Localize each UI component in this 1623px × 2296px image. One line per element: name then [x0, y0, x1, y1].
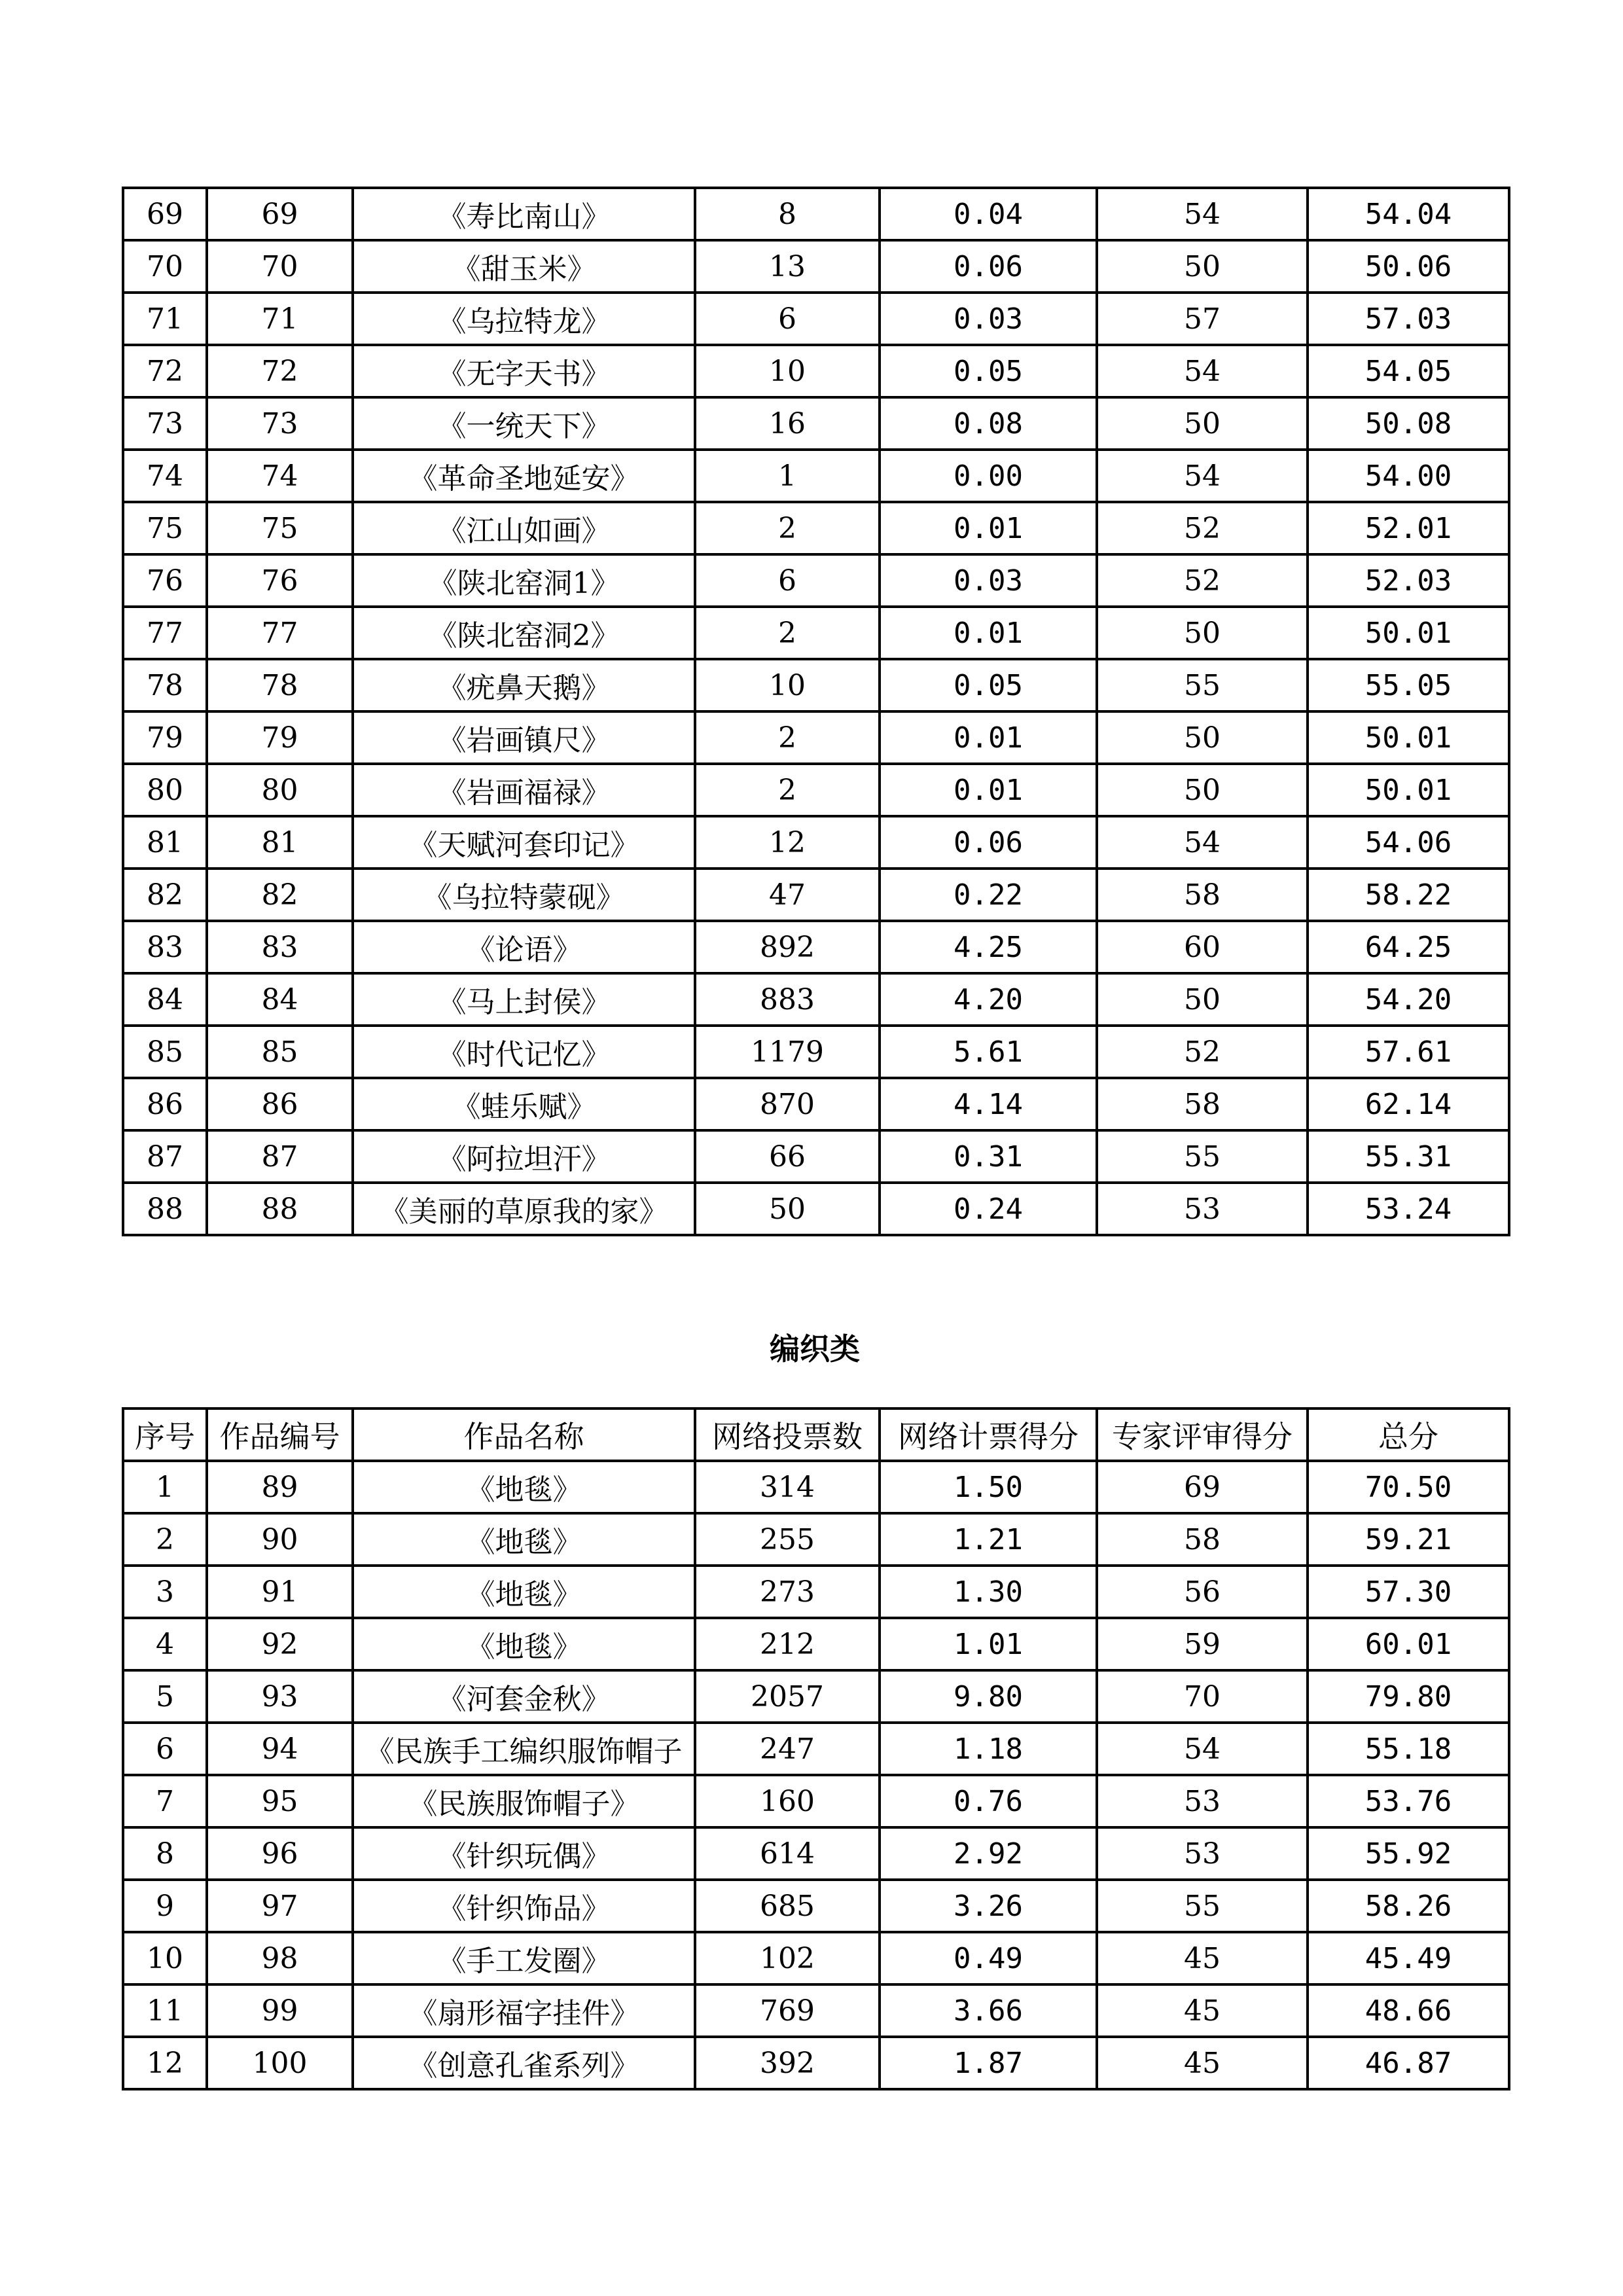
cell-vote-score: 1.18 [880, 1723, 1097, 1775]
cell-work-name: 《寿比南山》 [353, 188, 695, 240]
cell-total-score: 54.20 [1308, 973, 1509, 1026]
cell-total-score: 50.01 [1308, 764, 1509, 816]
cell-vote-score: 0.05 [880, 659, 1097, 711]
cell-vote-score: 0.01 [880, 502, 1097, 554]
cell-work-id: 96 [207, 1827, 353, 1880]
cell-index: 69 [123, 188, 207, 240]
cell-work-name: 《美丽的草原我的家》 [353, 1183, 695, 1235]
table-row [123, 554, 1509, 607]
table-row [123, 450, 1509, 502]
cell-vote-score: 0.00 [880, 450, 1097, 502]
cell-work-name: 《马上封侯》 [353, 973, 695, 1026]
cell-vote-score: 0.24 [880, 1183, 1097, 1235]
table-row [123, 397, 1509, 450]
cell-index: 9 [123, 1880, 207, 1932]
cell-work-id: 95 [207, 1775, 353, 1827]
cell-index: 8 [123, 1827, 207, 1880]
cell-work-id: 77 [207, 607, 353, 659]
scores-table-weaving-body [123, 1461, 1509, 2089]
cell-work-name: 《针织饰品》 [353, 1880, 695, 1932]
cell-expert-score: 55 [1097, 1880, 1308, 1932]
table-row [123, 345, 1509, 397]
cell-vote-score: 0.03 [880, 554, 1097, 607]
table-row [123, 1618, 1509, 1670]
cell-index: 84 [123, 973, 207, 1026]
header-vote-score: 网络计票得分 [880, 1408, 1097, 1461]
cell-work-id: 83 [207, 921, 353, 973]
cell-vote-score: 0.22 [880, 869, 1097, 921]
cell-vote-score: 0.06 [880, 816, 1097, 869]
cell-work-name: 《陕北窑洞1》 [353, 554, 695, 607]
cell-index: 5 [123, 1670, 207, 1723]
cell-index: 2 [123, 1513, 207, 1566]
cell-vote-count: 16 [695, 397, 880, 450]
table-row [123, 1183, 1509, 1235]
cell-index: 74 [123, 450, 207, 502]
cell-work-id: 78 [207, 659, 353, 711]
table-row [123, 659, 1509, 711]
cell-expert-score: 59 [1097, 1618, 1308, 1670]
cell-index: 11 [123, 1984, 207, 2037]
header-vote-count: 网络投票数 [695, 1408, 880, 1461]
cell-vote-count: 66 [695, 1130, 880, 1183]
cell-expert-score: 50 [1097, 973, 1308, 1026]
table-row [123, 764, 1509, 816]
table-row [123, 607, 1509, 659]
cell-vote-count: 685 [695, 1880, 880, 1932]
cell-total-score: 53.76 [1308, 1775, 1509, 1827]
cell-expert-score: 55 [1097, 1130, 1308, 1183]
header-row [123, 1408, 1509, 1461]
cell-total-score: 50.01 [1308, 607, 1509, 659]
cell-work-name: 《创意孔雀系列》 [353, 2037, 695, 2089]
cell-index: 77 [123, 607, 207, 659]
header-total-score: 总分 [1308, 1408, 1509, 1461]
table-row [123, 869, 1509, 921]
cell-vote-count: 212 [695, 1618, 880, 1670]
cell-vote-count: 12 [695, 816, 880, 869]
cell-total-score: 54.05 [1308, 345, 1509, 397]
cell-work-name: 《地毯》 [353, 1566, 695, 1618]
cell-total-score: 58.22 [1308, 869, 1509, 921]
cell-work-id: 80 [207, 764, 353, 816]
cell-vote-score: 1.87 [880, 2037, 1097, 2089]
cell-index: 82 [123, 869, 207, 921]
cell-expert-score: 54 [1097, 450, 1308, 502]
cell-vote-score: 4.20 [880, 973, 1097, 1026]
section-title: 编织类 [770, 1331, 860, 1367]
cell-expert-score: 53 [1097, 1827, 1308, 1880]
cell-vote-count: 2 [695, 502, 880, 554]
cell-vote-score: 1.30 [880, 1566, 1097, 1618]
cell-expert-score: 50 [1097, 240, 1308, 293]
cell-vote-score: 3.26 [880, 1880, 1097, 1932]
cell-index: 72 [123, 345, 207, 397]
table-row [123, 1026, 1509, 1078]
cell-work-id: 70 [207, 240, 353, 293]
header-index: 序号 [123, 1408, 207, 1461]
cell-expert-score: 55 [1097, 659, 1308, 711]
cell-work-name: 《民族服饰帽子》 [353, 1775, 695, 1827]
cell-work-id: 87 [207, 1130, 353, 1183]
header-expert-score: 专家评审得分 [1097, 1408, 1308, 1461]
table-row [123, 2037, 1509, 2089]
table-row [123, 1880, 1509, 1932]
cell-vote-score: 0.01 [880, 607, 1097, 659]
cell-total-score: 54.00 [1308, 450, 1509, 502]
cell-index: 1 [123, 1461, 207, 1513]
cell-vote-score: 2.92 [880, 1827, 1097, 1880]
cell-vote-count: 870 [695, 1078, 880, 1130]
cell-work-name: 《岩画镇尺》 [353, 711, 695, 764]
cell-work-id: 89 [207, 1461, 353, 1513]
cell-index: 81 [123, 816, 207, 869]
cell-index: 71 [123, 293, 207, 345]
cell-expert-score: 58 [1097, 1513, 1308, 1566]
cell-total-score: 52.01 [1308, 502, 1509, 554]
cell-vote-score: 0.03 [880, 293, 1097, 345]
cell-vote-score: 0.01 [880, 711, 1097, 764]
cell-work-name: 《阿拉坦汗》 [353, 1130, 695, 1183]
cell-work-id: 81 [207, 816, 353, 869]
cell-vote-count: 247 [695, 1723, 880, 1775]
cell-vote-count: 892 [695, 921, 880, 973]
cell-expert-score: 53 [1097, 1183, 1308, 1235]
cell-expert-score: 60 [1097, 921, 1308, 973]
cell-vote-count: 6 [695, 554, 880, 607]
scores-table-weaving [122, 1407, 1510, 2090]
cell-total-score: 59.21 [1308, 1513, 1509, 1566]
cell-vote-count: 1179 [695, 1026, 880, 1078]
cell-work-name: 《无字天书》 [353, 345, 695, 397]
table-row [123, 1566, 1509, 1618]
cell-work-name: 《扇形福字挂件》 [353, 1984, 695, 2037]
cell-vote-count: 883 [695, 973, 880, 1026]
cell-total-score: 57.61 [1308, 1026, 1509, 1078]
cell-vote-count: 2 [695, 764, 880, 816]
cell-vote-count: 314 [695, 1461, 880, 1513]
cell-work-id: 76 [207, 554, 353, 607]
table-row [123, 1670, 1509, 1723]
cell-index: 12 [123, 2037, 207, 2089]
cell-total-score: 58.26 [1308, 1880, 1509, 1932]
cell-work-id: 99 [207, 1984, 353, 2037]
table-row [123, 711, 1509, 764]
table-row [123, 921, 1509, 973]
cell-expert-score: 50 [1097, 397, 1308, 450]
cell-work-name: 《天赋河套印记》 [353, 816, 695, 869]
cell-work-name: 《地毯》 [353, 1513, 695, 1566]
cell-expert-score: 57 [1097, 293, 1308, 345]
cell-work-id: 85 [207, 1026, 353, 1078]
cell-vote-count: 255 [695, 1513, 880, 1566]
cell-total-score: 48.66 [1308, 1984, 1509, 2037]
cell-vote-score: 0.49 [880, 1932, 1097, 1984]
cell-expert-score: 58 [1097, 869, 1308, 921]
cell-vote-count: 2 [695, 711, 880, 764]
cell-work-id: 71 [207, 293, 353, 345]
cell-index: 10 [123, 1932, 207, 1984]
cell-expert-score: 54 [1097, 1723, 1308, 1775]
cell-index: 85 [123, 1026, 207, 1078]
cell-index: 80 [123, 764, 207, 816]
cell-total-score: 57.30 [1308, 1566, 1509, 1618]
cell-work-id: 91 [207, 1566, 353, 1618]
cell-total-score: 50.06 [1308, 240, 1509, 293]
cell-vote-count: 2 [695, 607, 880, 659]
cell-total-score: 54.06 [1308, 816, 1509, 869]
table-row [123, 1984, 1509, 2037]
cell-work-name: 《江山如画》 [353, 502, 695, 554]
cell-work-id: 92 [207, 1618, 353, 1670]
cell-total-score: 45.49 [1308, 1932, 1509, 1984]
cell-expert-score: 45 [1097, 1984, 1308, 2037]
cell-vote-count: 614 [695, 1827, 880, 1880]
cell-vote-count: 6 [695, 293, 880, 345]
table-row [123, 293, 1509, 345]
cell-work-id: 82 [207, 869, 353, 921]
cell-vote-count: 2057 [695, 1670, 880, 1723]
cell-total-score: 52.03 [1308, 554, 1509, 607]
cell-total-score: 55.05 [1308, 659, 1509, 711]
cell-work-name: 《论语》 [353, 921, 695, 973]
cell-expert-score: 50 [1097, 607, 1308, 659]
cell-total-score: 46.87 [1308, 2037, 1509, 2089]
cell-index: 73 [123, 397, 207, 450]
cell-index: 83 [123, 921, 207, 973]
cell-vote-score: 1.01 [880, 1618, 1097, 1670]
cell-work-name: 《一统天下》 [353, 397, 695, 450]
header-work-id: 作品编号 [207, 1408, 353, 1461]
cell-expert-score: 69 [1097, 1461, 1308, 1513]
cell-vote-score: 5.61 [880, 1026, 1097, 1078]
cell-work-id: 86 [207, 1078, 353, 1130]
cell-expert-score: 52 [1097, 554, 1308, 607]
table-row [123, 1723, 1509, 1775]
cell-work-id: 75 [207, 502, 353, 554]
cell-vote-score: 1.21 [880, 1513, 1097, 1566]
cell-work-id: 73 [207, 397, 353, 450]
cell-vote-score: 4.25 [880, 921, 1097, 973]
cell-work-id: 74 [207, 450, 353, 502]
cell-vote-count: 273 [695, 1566, 880, 1618]
cell-work-id: 84 [207, 973, 353, 1026]
cell-total-score: 57.03 [1308, 293, 1509, 345]
cell-total-score: 55.92 [1308, 1827, 1509, 1880]
cell-work-name: 《针织玩偶》 [353, 1827, 695, 1880]
cell-total-score: 55.18 [1308, 1723, 1509, 1775]
cell-index: 79 [123, 711, 207, 764]
cell-vote-score: 0.76 [880, 1775, 1097, 1827]
cell-expert-score: 54 [1097, 345, 1308, 397]
cell-vote-score: 0.08 [880, 397, 1097, 450]
header-work-name: 作品名称 [353, 1408, 695, 1461]
cell-vote-count: 1 [695, 450, 880, 502]
table-row [123, 1775, 1509, 1827]
cell-expert-score: 54 [1097, 188, 1308, 240]
cell-work-id: 90 [207, 1513, 353, 1566]
cell-vote-count: 392 [695, 2037, 880, 2089]
cell-vote-score: 3.66 [880, 1984, 1097, 2037]
cell-total-score: 62.14 [1308, 1078, 1509, 1130]
table-row [123, 1130, 1509, 1183]
cell-total-score: 64.25 [1308, 921, 1509, 973]
cell-index: 70 [123, 240, 207, 293]
cell-work-name: 《民族手工编织服饰帽子 [353, 1723, 695, 1775]
table-row [123, 1513, 1509, 1566]
cell-total-score: 50.08 [1308, 397, 1509, 450]
cell-work-id: 100 [207, 2037, 353, 2089]
cell-vote-count: 769 [695, 1984, 880, 2037]
cell-work-name: 《河套金秋》 [353, 1670, 695, 1723]
cell-expert-score: 50 [1097, 711, 1308, 764]
cell-vote-count: 160 [695, 1775, 880, 1827]
cell-total-score: 50.01 [1308, 711, 1509, 764]
cell-total-score: 54.04 [1308, 188, 1509, 240]
cell-vote-score: 0.31 [880, 1130, 1097, 1183]
cell-expert-score: 50 [1097, 764, 1308, 816]
cell-index: 3 [123, 1566, 207, 1618]
cell-total-score: 70.50 [1308, 1461, 1509, 1513]
cell-vote-score: 0.04 [880, 188, 1097, 240]
cell-total-score: 60.01 [1308, 1618, 1509, 1670]
cell-work-id: 88 [207, 1183, 353, 1235]
cell-work-name: 《疣鼻天鹅》 [353, 659, 695, 711]
cell-vote-count: 10 [695, 659, 880, 711]
cell-vote-score: 1.50 [880, 1461, 1097, 1513]
cell-expert-score: 45 [1097, 2037, 1308, 2089]
cell-work-name: 《乌拉特龙》 [353, 293, 695, 345]
table-row [123, 502, 1509, 554]
cell-work-id: 72 [207, 345, 353, 397]
cell-vote-score: 0.01 [880, 764, 1097, 816]
cell-expert-score: 52 [1097, 502, 1308, 554]
cell-index: 87 [123, 1130, 207, 1183]
cell-index: 88 [123, 1183, 207, 1235]
cell-vote-score: 4.14 [880, 1078, 1097, 1130]
cell-work-name: 《手工发圈》 [353, 1932, 695, 1984]
cell-work-id: 69 [207, 188, 353, 240]
cell-total-score: 55.31 [1308, 1130, 1509, 1183]
table-row [123, 1932, 1509, 1984]
cell-work-name: 《蛙乐赋》 [353, 1078, 695, 1130]
cell-work-id: 79 [207, 711, 353, 764]
cell-work-name: 《陕北窑洞2》 [353, 607, 695, 659]
cell-index: 76 [123, 554, 207, 607]
cell-work-id: 93 [207, 1670, 353, 1723]
table-row [123, 1078, 1509, 1130]
cell-expert-score: 58 [1097, 1078, 1308, 1130]
scores-table-continued [122, 187, 1510, 1236]
cell-vote-score: 0.05 [880, 345, 1097, 397]
cell-expert-score: 45 [1097, 1932, 1308, 1984]
cell-total-score: 79.80 [1308, 1670, 1509, 1723]
cell-expert-score: 54 [1097, 816, 1308, 869]
cell-expert-score: 52 [1097, 1026, 1308, 1078]
table-row [123, 973, 1509, 1026]
cell-work-name: 《地毯》 [353, 1461, 695, 1513]
table-row [123, 188, 1509, 240]
cell-work-name: 《时代记忆》 [353, 1026, 695, 1078]
table-row [123, 240, 1509, 293]
cell-index: 78 [123, 659, 207, 711]
cell-expert-score: 53 [1097, 1775, 1308, 1827]
cell-vote-count: 10 [695, 345, 880, 397]
cell-index: 6 [123, 1723, 207, 1775]
cell-work-id: 97 [207, 1880, 353, 1932]
cell-work-id: 94 [207, 1723, 353, 1775]
cell-vote-count: 8 [695, 188, 880, 240]
cell-work-id: 98 [207, 1932, 353, 1984]
cell-work-name: 《甜玉米》 [353, 240, 695, 293]
cell-vote-score: 0.06 [880, 240, 1097, 293]
cell-vote-count: 50 [695, 1183, 880, 1235]
scores-table-continued-body [123, 188, 1509, 1235]
table-row [123, 816, 1509, 869]
cell-index: 86 [123, 1078, 207, 1130]
cell-index: 75 [123, 502, 207, 554]
cell-expert-score: 70 [1097, 1670, 1308, 1723]
cell-index: 7 [123, 1775, 207, 1827]
cell-work-name: 《岩画福禄》 [353, 764, 695, 816]
cell-vote-count: 102 [695, 1932, 880, 1984]
cell-expert-score: 56 [1097, 1566, 1308, 1618]
cell-index: 4 [123, 1618, 207, 1670]
table-row [123, 1827, 1509, 1880]
cell-work-name: 《革命圣地延安》 [353, 450, 695, 502]
cell-work-name: 《地毯》 [353, 1618, 695, 1670]
cell-work-name: 《乌拉特蒙砚》 [353, 869, 695, 921]
table-row [123, 1461, 1509, 1513]
cell-vote-count: 13 [695, 240, 880, 293]
cell-vote-score: 9.80 [880, 1670, 1097, 1723]
cell-vote-count: 47 [695, 869, 880, 921]
table-header [123, 1408, 1509, 1461]
cell-total-score: 53.24 [1308, 1183, 1509, 1235]
